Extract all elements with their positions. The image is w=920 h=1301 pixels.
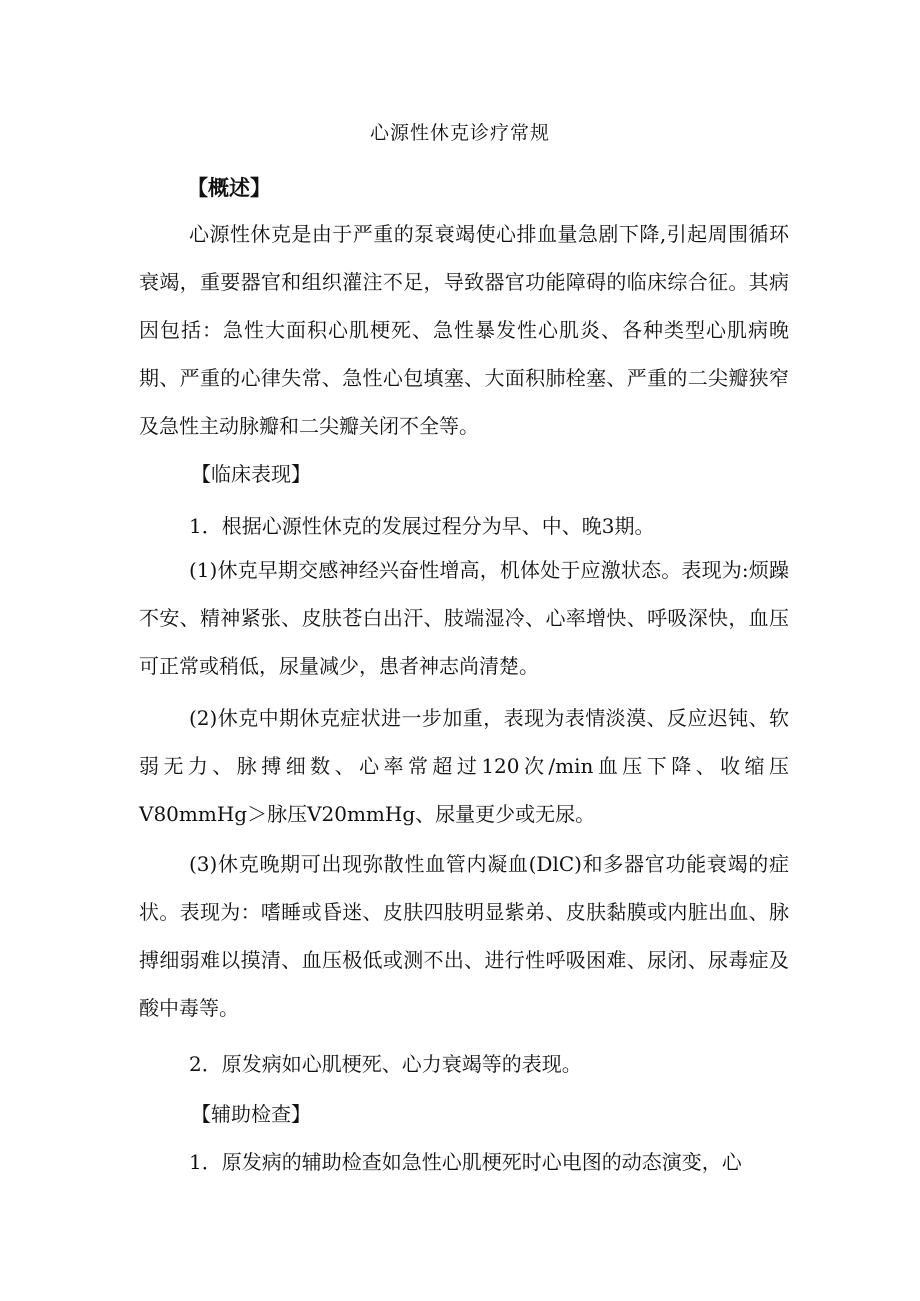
overview-paragraph: 心源性休克是由于严重的泵衰竭使心排血量急剧下降,引起周围循环衰竭，重要器官和组织灌注不足，导致器官功能障碍的临床综合征。其病因包括：急性大面积心肌梗死、急性暴发性心肌炎、各种类型心肌病晚期、严重的心律失常、急性心包填塞、大面积肺栓塞、严重的二尖瓣狭窄及急性主动脉瓣和二尖瓣关闭不全等。 bbox=[139, 222, 789, 438]
clinical-sub-1: (1)休克早期交感神经兴奋性增高，机体处于应激状态。表现为:烦躁不安、精神紧张、皮肤苍白出汗、肢端湿冷、心率增快、呼吸深快，血压可正常或稍低，尿量减少，患者神志尚清楚。 bbox=[139, 558, 789, 678]
clinical-item-1: 1．根据心源性休克的发展过程分为早、中、晚3期。 bbox=[189, 514, 655, 538]
clinical-heading: 【临床表现】 bbox=[191, 462, 311, 486]
auxiliary-item-1: 1．原发病的辅助检查如急性心肌梗死时心电图的动态演变，心 bbox=[189, 1150, 742, 1174]
clinical-item-2: 2．原发病如心肌梗死、心力衰竭等的表现。 bbox=[189, 1052, 582, 1076]
overview-heading: 【概述】 bbox=[187, 175, 271, 200]
document-title: 心源性休克诊疗常规 bbox=[369, 122, 550, 144]
auxiliary-heading: 【辅助检查】 bbox=[191, 1102, 311, 1126]
clinical-sub-3: (3)休克晚期可出现弥散性血管内凝血(DlC)和多器官功能衰竭的症状。表现为：嗜睡或昏迷、皮肤四肢明显紫弟、皮肤黏膜或内脏出血、脉搏细弱难以摸清、血压极低或测不出、进行性呼吸困难、尿闭、尿毒症及酸中毒等。 bbox=[139, 852, 789, 1020]
clinical-sub-2: (2)休克中期休克症状进一步加重，表现为表情淡漠、反应迟钝、软弱无力、脉搏细数、心率常超过120次/min血压下降、收缩压V80mmHg＞脉压V20mmHg、尿量更少或无尿。 bbox=[139, 706, 789, 826]
